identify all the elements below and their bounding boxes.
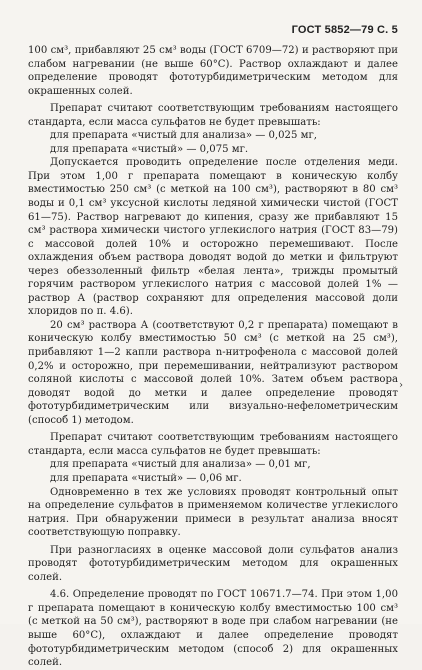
paragraph-solution-a: 20 см³ раствора А (соответствуют 0,2 г препарата) помещают в коническую колбу вместимостью 50 см³ (с меткой на 25 см³), прибавляют 1—2 капли раствора n-нитрофенола с массовой долей 0,2% и осторожно, при перемешивании, нейтрализуют раствором соляной кислоты с массовой долей 10%. Затем объем раствора доводят водой до метки и далее определение проводят фототурбидиметрическим или визуально-нефелометрическим (способ 1) методом.	[28, 319, 398, 426]
paragraph-requirement-2: Препарат считают соответствующим требованиям настоящего стандарта, если масса сульфатов не будет превышать:	[28, 432, 398, 457]
limit-analytical-grade-1: для препарата «чистый для анализа» — 0,025 мг,	[50, 130, 317, 142]
document-body	[28, 44, 398, 670]
paragraph-control-experiment: Одновременно в тех же условиях проводят контрольный опыт на определение сульфатов в применяемом количестве углекислого натрия. При обнаружении примеси в результат анализа вносят соответствующую поправку.	[28, 486, 398, 539]
margin-mark: ›	[399, 380, 403, 391]
limit-pure-grade-1: для препарата «чистый» — 0,075 мг.	[50, 143, 249, 155]
section-4-6: 4.6. Определение проводят по ГОСТ 10671.7—74. При этом 1,00 г препарата помещают в коническую колбу вместимостью 100 см³ (с меткой на 50 см³), растворяют в воде при слабом нагревании (не выше 60°C), охлаждают и далее определение проводят фототурбидиметрическим методом (способ 2) для окрашенных солей.	[28, 589, 398, 669]
page-header: ГОСТ 5852—79 С. 5	[291, 24, 398, 36]
limit-pure-grade-2: для препарата «чистый» — 0,06 мг.	[50, 472, 242, 484]
paragraph-requirement-1: Препарат считают соответствующим требованиям настоящего стандарта, если масса сульфатов не будет превышать:	[28, 103, 398, 128]
limit-analytical-grade-2: для препарата «чистый для анализа» — 0,01 мг,	[50, 459, 311, 471]
paragraph-disagreement: При разногласиях в оценке массовой доли сульфатов анализ проводят фототурбидиметрическим методом для окрашенных солей.	[28, 544, 398, 583]
paragraph-copper-separation: Допускается проводить определение после отделения меди. При этом 1,00 г препарата помещают в коническую колбу вместимостью 250 см³ (с меткой на 100 см³), растворяют в 80 см³ воды и 0,1 см³ уксусной кислоты ледяной химически чистой (ГОСТ 61—75). Раствор нагревают до кипения, сразу же прибавляют 15 см³ раствора химически чистого углекислого натрия (ГОСТ 83—79) с массовой долей 10% и осторожно перемешивают. После охлаждения объем раствора доводят водой до метки и фильтруют через обеззоленный фильтр «белая лента», трижды промытый горячим раствором углекислого натрия с массовой долей 1% — раствор А (раствор сохраняют для определения массовой доли хлоридов по п. 4.6).	[28, 157, 398, 318]
paragraph-continuation: 100 см³, прибавляют 25 см³ воды (ГОСТ 6709—72) и растворяют при слабом нагревании (не выше 60°C). Раствор охлаждают и далее определение проводят фототурбидиметрическим методом для окрашенных солей.	[28, 45, 398, 97]
